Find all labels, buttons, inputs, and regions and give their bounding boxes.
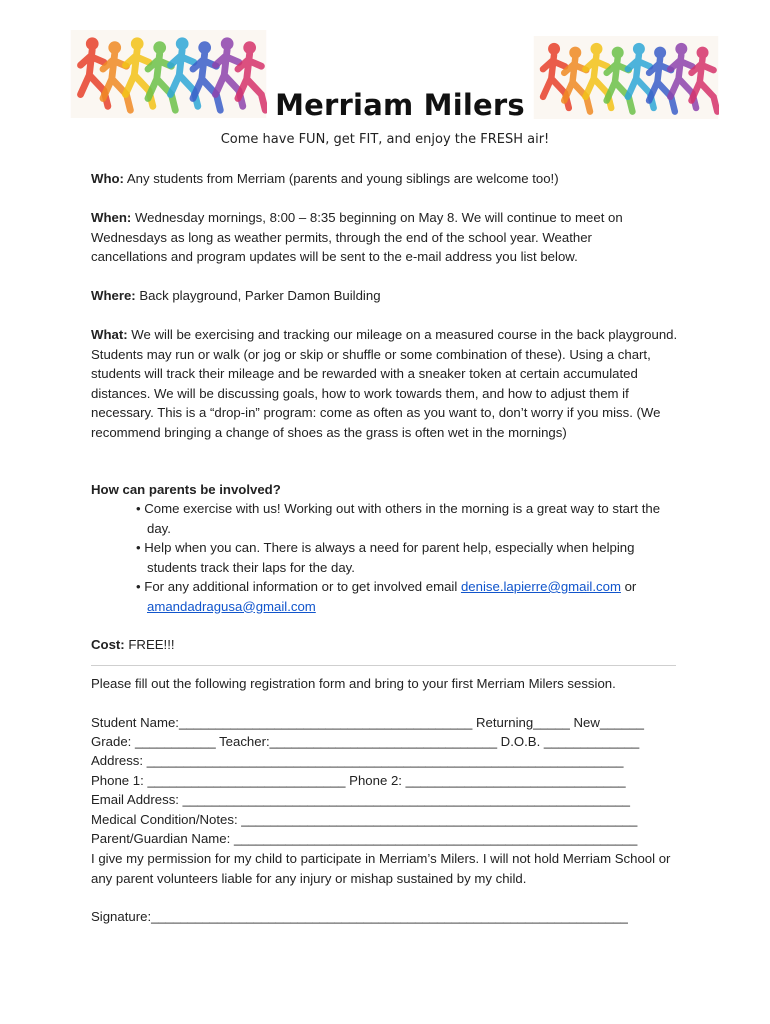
form-parent: Parent/Guardian Name: _______________________________________________________: [91, 831, 638, 846]
who-section: [91, 169, 691, 189]
email-link-amanda[interactable]: amandadragusa@gmail.com: [147, 598, 316, 614]
when-section: [91, 208, 661, 267]
form-student-name: Student Name:________________________________________ Returning_____ New______: [91, 715, 644, 730]
involved-bullet-2: • Help when you can. There is always a need for parent help, especially when helping students track their laps for the day.: [136, 540, 635, 575]
where-label: Where:: [91, 288, 136, 303]
form-address: Address: _________________________________________________________________: [91, 753, 624, 768]
what-section: [91, 325, 681, 442]
runners-image-left: [70, 30, 267, 118]
divider: [91, 665, 676, 666]
where-section: [91, 286, 691, 306]
form-grade: Grade: ___________ Teacher:_______________________________ D.O.B. _____________: [91, 734, 640, 749]
form-medical: Medical Condition/Notes: ______________________________________________________: [91, 812, 638, 827]
involved-bullet-3: • For any additional information or to get involved email denise.lapierre@gmail.com or amandadragusa@gmail.com: [136, 579, 637, 614]
what-label: What:: [91, 327, 128, 342]
instructions: Please fill out the following registration form and bring to your first Merriam Milers session.: [91, 676, 616, 691]
form-email: Email Address: _____________________________________________________________: [91, 792, 631, 807]
form-signature: Signature:_________________________________________________________________: [91, 909, 628, 924]
when-text: Wednesday mornings, 8:00 – 8:35 beginning on May 8. We will continue to meet on Wednesdays as long as weather permits, through the end of the school year. Weather cancellations and program updates will be sent to the e-mail address you list below.: [91, 210, 623, 264]
what-text: We will be exercising and tracking our mileage on a measured course in the back playground. Students may run or walk (or jog or skip or shuffle or some combination of these). Using a chart, students will track their mileage and be rewarded with a sneaker token at certain accumulated distances. We will be discussing goals, how to work towards them, and how to adjust them if necessary. This is a “drop-in” program: come as often as you want to, don’t worry if you miss. (We recommend bringing a change of shoes as the grass is often wet in the mornings): [91, 327, 678, 440]
who-label: Who:: [91, 171, 124, 186]
cost-text: FREE!!!: [124, 637, 175, 652]
page-subtitle: Come have FUN, get FIT, and enjoy the FRESH air!: [220, 132, 550, 147]
who-text: Any students from Merriam (parents and young siblings are welcome too!): [123, 171, 559, 186]
form-phone: Phone 1: ___________________________ Phone 2: ______________________________: [91, 773, 626, 788]
involved-heading: How can parents be involved?: [91, 482, 281, 497]
where-text: Back playground, Parker Damon Building: [135, 288, 381, 303]
email-link-denise[interactable]: denise.lapierre@gmail.com: [460, 579, 621, 594]
cost-label: Cost:: [91, 637, 125, 652]
involved-bullet-1: • Come exercise with us! Working out with others in the morning is a great way to start the day.: [136, 501, 661, 536]
when-label: When:: [91, 210, 132, 225]
runners-image-right: [533, 36, 719, 119]
cost-section: [91, 635, 691, 655]
form-permission: I give my permission for my child to participate in Merriam’s Milers. I will not hold Merriam School or any parent volunteers liable for any injury or mishap sustained by my child.: [91, 851, 671, 886]
page-title: Merriam Milers: [275, 88, 525, 122]
